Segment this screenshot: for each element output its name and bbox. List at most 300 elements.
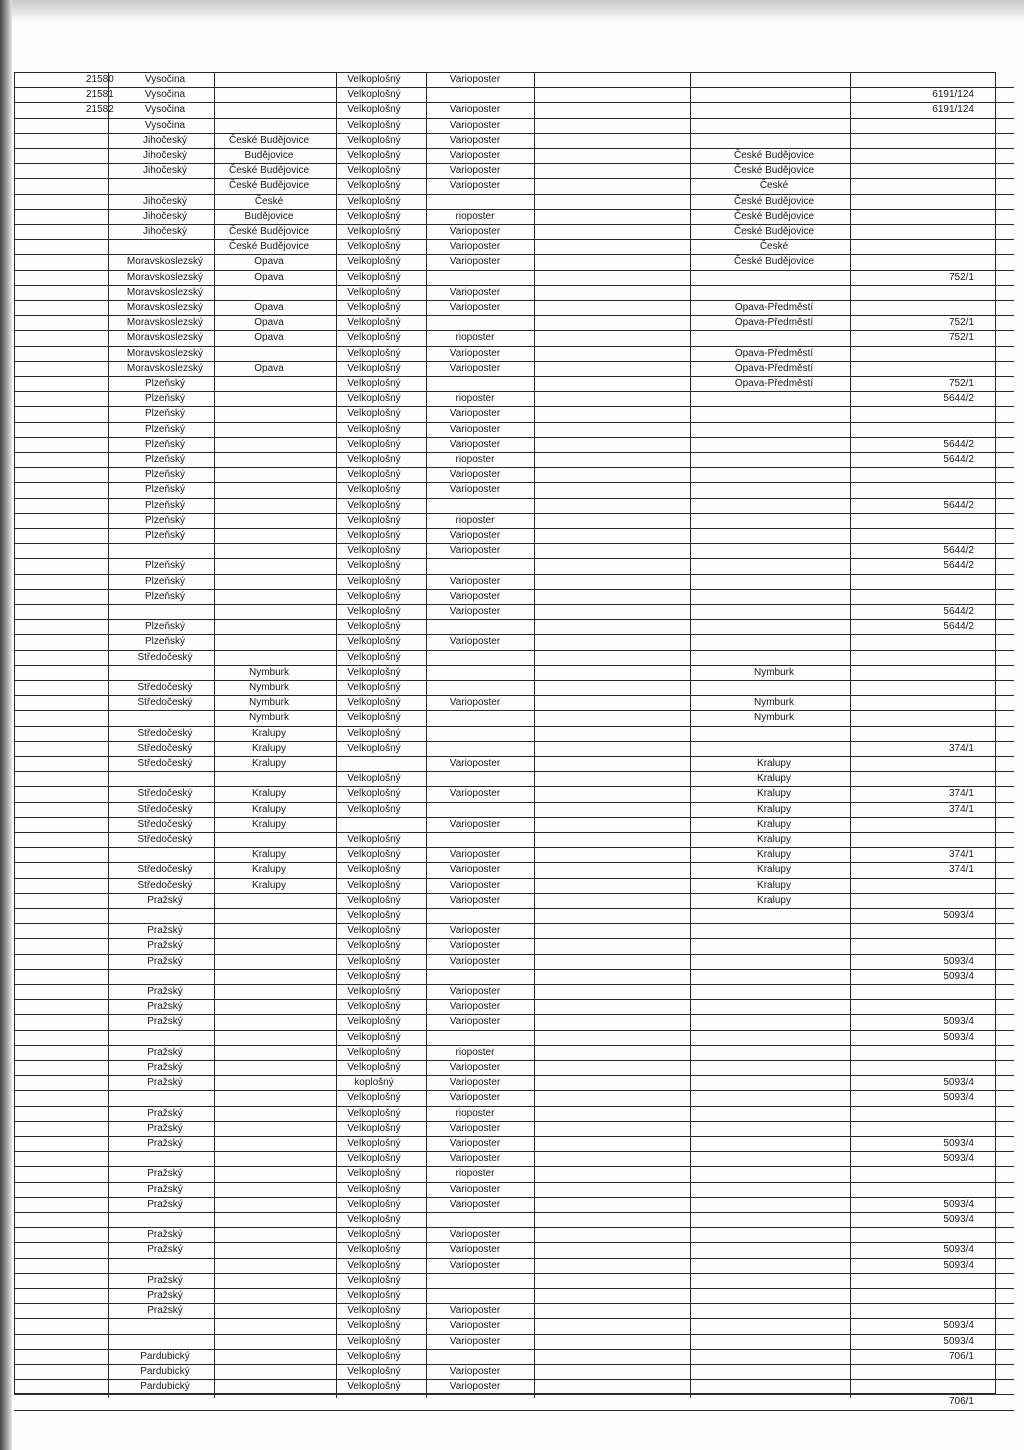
type-cell: Velkoplošný [347, 104, 401, 116]
type-cell: Velkoplošný [347, 271, 401, 283]
region-cell: Pražský [147, 1016, 183, 1028]
type-cell: Velkoplošný [347, 894, 401, 906]
type-cell: Velkoplošný [347, 1016, 401, 1028]
type-cell: Velkoplošný [347, 241, 401, 253]
type-cell: Velkoplošný [347, 256, 401, 268]
row-divider [14, 452, 1014, 453]
region-cell: Plzeňský [144, 575, 185, 587]
region-cell: Vysočina [144, 74, 186, 85]
region-cell: Moravskoslezský [126, 347, 204, 359]
location-cell: České [759, 180, 789, 192]
variant-cell: Varioposter [449, 849, 501, 861]
row-divider [14, 102, 1014, 103]
column-divider [690, 72, 691, 1398]
variant-cell: rioposter [455, 514, 495, 526]
row-divider [14, 1394, 1014, 1395]
type-cell: Velkoplošný [347, 712, 401, 724]
region-cell: Jihočeský [143, 195, 187, 207]
row-divider [14, 1349, 1014, 1350]
type-cell: Velkoplošný [347, 1350, 401, 1362]
region-cell: Pražský [147, 1183, 183, 1195]
variant-cell: Varioposter [449, 1198, 501, 1210]
variant-cell: Varioposter [449, 256, 501, 268]
variant-cell: Varioposter [449, 879, 501, 891]
row-divider [14, 513, 1014, 514]
variant-cell: Varioposter [449, 788, 501, 800]
parcel-cell: 752/1 [948, 317, 974, 329]
type-cell: Velkoplošný [347, 1320, 401, 1332]
type-cell: Velkoplošný [347, 545, 401, 557]
type-cell: Velkoplošný [347, 666, 401, 678]
type-cell: Velkoplošný [347, 119, 401, 131]
parcel-cell: 5644/2 [943, 499, 974, 511]
variant-cell: Varioposter [449, 1062, 501, 1073]
row-divider [14, 315, 1014, 316]
location-cell: České Budějovice [733, 256, 815, 268]
parcel-cell: 5093/4 [943, 1077, 974, 1089]
parcel-cell: 5093/4 [943, 955, 974, 967]
type-cell: Velkoplošný [347, 621, 401, 633]
scan-binding-edge [0, 0, 12, 1450]
city-cell: České [254, 195, 284, 207]
type-cell: Velkoplošný [347, 1274, 401, 1286]
city-cell: Kralupy [252, 803, 286, 815]
location-cell: Opava-Předměstí [734, 302, 814, 313]
region-cell: Pražský [147, 1062, 183, 1073]
region-cell: Středočeský [137, 818, 193, 830]
type-cell: Velkoplošný [347, 682, 401, 693]
row-divider [14, 163, 1014, 164]
variant-cell: Varioposter [449, 1259, 501, 1271]
region-cell: Plzeňský [144, 560, 185, 572]
region-cell: Pražský [147, 1290, 183, 1301]
column-divider [534, 72, 535, 1398]
row-divider [14, 1273, 1014, 1274]
row-divider [14, 1121, 1014, 1122]
row-divider [14, 1242, 1014, 1243]
parcel-cell: 5093/4 [943, 1335, 974, 1347]
type-cell: Velkoplošný [347, 803, 401, 815]
parcel-cell: 374/1 [948, 849, 974, 861]
location-cell: Nymburk [753, 712, 794, 724]
row-divider [14, 923, 1014, 924]
type-cell: Velkoplošný [347, 89, 401, 101]
row-divider [14, 285, 1014, 286]
type-cell: Velkoplošný [347, 1305, 401, 1317]
city-cell: Kralupy [252, 758, 286, 769]
row-divider [14, 1258, 1014, 1259]
parcel-cell: 5093/4 [943, 1244, 974, 1256]
row-divider [14, 802, 1014, 803]
variant-cell: Varioposter [449, 1381, 501, 1393]
region-cell: Plzeňský [144, 438, 185, 450]
location-cell: Kralupy [757, 788, 791, 800]
region-cell: Jihočeský [143, 165, 187, 177]
parcel-cell: 5093/4 [943, 1031, 974, 1043]
row-divider [14, 209, 1014, 210]
variant-cell: Varioposter [449, 1183, 501, 1195]
city-cell: Opava [254, 271, 284, 283]
variant-cell: Varioposter [449, 150, 501, 161]
variant-cell: Varioposter [449, 104, 501, 116]
type-cell: Velkoplošný [347, 347, 401, 359]
parcel-cell: 374/1 [948, 803, 974, 815]
type-cell: Velkoplošný [347, 1198, 401, 1210]
row-divider [14, 908, 1014, 909]
city-cell: Budějovice [244, 210, 294, 222]
variant-cell: Varioposter [449, 1320, 501, 1332]
variant-cell: rioposter [455, 393, 495, 405]
type-cell: Velkoplošný [347, 560, 401, 572]
location-cell: Kralupy [757, 773, 791, 785]
row-divider [14, 1334, 1014, 1335]
variant-cell: Varioposter [449, 530, 501, 541]
parcel-cell: 6191/124 [932, 89, 974, 101]
city-cell: Kralupy [252, 742, 286, 754]
row-divider [14, 391, 1014, 392]
variant-cell: Varioposter [449, 286, 501, 298]
parcel-cell: 5644/2 [943, 560, 974, 572]
row-divider [14, 346, 1014, 347]
type-cell: Velkoplošný [347, 955, 401, 967]
row-divider [14, 1410, 1014, 1411]
row-divider [14, 437, 1014, 438]
region-cell: Moravskoslezský [126, 317, 204, 329]
region-cell: Pražský [147, 940, 183, 952]
region-cell: Pražský [147, 1077, 183, 1089]
type-cell: Velkoplošný [347, 180, 401, 192]
type-cell: Velkoplošný [347, 226, 401, 237]
parcel-cell: 5093/4 [943, 1214, 974, 1225]
region-cell: Pražský [147, 1198, 183, 1210]
region-cell: Středočeský [137, 803, 193, 815]
city-cell: Opava [254, 256, 284, 268]
row-divider [14, 1364, 1014, 1365]
parcel-cell: 374/1 [948, 742, 974, 754]
row-divider [14, 178, 1014, 179]
variant-cell: Varioposter [449, 590, 501, 602]
location-cell: České Budějovice [733, 165, 815, 177]
row-divider [14, 574, 1014, 575]
row-divider [14, 619, 1014, 620]
region-cell: Vysočina [144, 89, 186, 101]
type-cell: Velkoplošný [347, 454, 401, 465]
type-cell: Velkoplošný [347, 1244, 401, 1256]
row-divider [14, 756, 1014, 757]
variant-cell: Varioposter [449, 134, 501, 146]
city-cell: Kralupy [252, 788, 286, 800]
variant-cell: Varioposter [449, 1016, 501, 1028]
type-cell: Velkoplošný [347, 165, 401, 177]
type-cell: Velkoplošný [347, 378, 401, 389]
variant-cell: Varioposter [449, 894, 501, 906]
region-cell: Pražský [147, 1122, 183, 1134]
region-cell: Pardubický [140, 1366, 190, 1377]
region-cell: Plzeňský [144, 393, 185, 405]
variant-cell: rioposter [455, 1107, 495, 1119]
region-cell: Plzeňský [144, 484, 185, 496]
variant-cell: Varioposter [449, 408, 501, 420]
variant-cell: rioposter [455, 332, 495, 344]
row-divider [14, 528, 1014, 529]
row-divider [14, 482, 1014, 483]
variant-cell: rioposter [455, 454, 495, 465]
type-cell: Velkoplošný [347, 195, 401, 207]
region-cell: Pražský [147, 1107, 183, 1119]
region-cell: Moravskoslezský [126, 286, 204, 298]
region-cell: Plzeňský [144, 514, 185, 526]
row-divider [14, 817, 1014, 818]
city-cell: Nymburk [248, 712, 289, 724]
type-cell: Velkoplošný [347, 575, 401, 587]
variant-cell: Varioposter [449, 818, 501, 830]
city-cell: Budějovice [244, 150, 294, 161]
row-divider [14, 1075, 1014, 1076]
row-divider [14, 498, 1014, 499]
region-cell: Moravskoslezský [126, 256, 204, 268]
variant-cell: Varioposter [449, 1305, 501, 1317]
region-cell: Pražský [147, 894, 183, 906]
variant-cell: Varioposter [449, 606, 501, 617]
type-cell: Velkoplošný [347, 1214, 401, 1225]
variant-cell: Varioposter [449, 226, 501, 237]
type-cell: Velkoplošný [347, 879, 401, 891]
region-cell: Pražský [147, 1244, 183, 1256]
region-cell: Jihočeský [143, 150, 187, 161]
location-cell: Opava-Předměstí [734, 378, 814, 389]
region-cell: Jihočeský [143, 134, 187, 146]
region-cell: Pražský [147, 1138, 183, 1149]
region-cell: Plzeňský [144, 469, 185, 481]
row-divider [14, 87, 1014, 88]
row-divider [14, 938, 1014, 939]
parcel-cell: 5093/4 [943, 1198, 974, 1210]
city-cell: Opava [254, 332, 284, 344]
region-cell: Plzeňský [144, 590, 185, 602]
row-divider [14, 893, 1014, 894]
type-cell: Velkoplošný [347, 773, 401, 785]
type-cell: Velkoplošný [347, 1062, 401, 1073]
type-cell: Velkoplošný [347, 1107, 401, 1119]
variant-cell: rioposter [455, 210, 495, 222]
region-cell: Vysočina [144, 104, 186, 116]
city-cell: Opava [254, 362, 284, 374]
type-cell: Velkoplošný [347, 362, 401, 374]
variant-cell: Varioposter [449, 575, 501, 587]
city-cell: Kralupy [252, 818, 286, 830]
variant-cell: Varioposter [449, 1138, 501, 1149]
variant-cell: Varioposter [449, 636, 501, 648]
region-cell: Středočeský [137, 697, 193, 709]
parcel-cell: 706/1 [948, 1396, 974, 1408]
city-cell: České Budějovice [228, 134, 310, 146]
type-cell: Velkoplošný [347, 727, 401, 739]
variant-cell: Varioposter [449, 438, 501, 450]
type-cell: Velkoplošný [347, 1001, 401, 1013]
city-cell: Kralupy [252, 849, 286, 861]
row-divider [14, 1227, 1014, 1228]
region-cell: Vysočina [144, 119, 186, 131]
parcel-cell: 6191/124 [932, 104, 974, 116]
row-divider [14, 254, 1014, 255]
column-divider [426, 72, 427, 1398]
location-cell: Opava-Předměstí [734, 362, 814, 374]
row-divider [14, 878, 1014, 879]
row-divider [14, 300, 1014, 301]
row-divider [14, 954, 1014, 955]
row-divider [14, 1060, 1014, 1061]
row-divider [14, 589, 1014, 590]
type-cell: Velkoplošný [347, 530, 401, 541]
region-cell: Pražský [147, 955, 183, 967]
parcel-cell: 374/1 [948, 864, 974, 876]
row-divider [14, 1182, 1014, 1183]
region-cell: Středočeský [137, 758, 193, 769]
type-cell: Velkoplošný [347, 1183, 401, 1195]
type-cell: Velkoplošný [347, 134, 401, 146]
region-cell: Středočeský [137, 742, 193, 754]
row-divider [14, 270, 1014, 271]
row-divider [14, 604, 1014, 605]
location-cell: Kralupy [757, 834, 791, 845]
variant-cell: Varioposter [449, 423, 501, 435]
variant-cell: Varioposter [449, 925, 501, 937]
location-cell: České Budějovice [733, 195, 815, 207]
type-cell: Velkoplošný [347, 1046, 401, 1058]
region-cell: Plzeňský [144, 378, 185, 389]
region-cell: Pražský [147, 1229, 183, 1241]
row-divider [14, 467, 1014, 468]
variant-cell: rioposter [455, 1168, 495, 1180]
type-cell: Velkoplošný [347, 408, 401, 420]
row-divider [14, 1212, 1014, 1213]
row-divider [14, 969, 1014, 970]
row-divider [14, 984, 1014, 985]
region-cell: Pražský [147, 925, 183, 937]
location-cell: Opava-Předměstí [734, 317, 814, 329]
location-cell: Nymburk [753, 697, 794, 709]
region-cell: Plzeňský [144, 499, 185, 511]
type-cell: Velkoplošný [347, 210, 401, 222]
type-cell: Velkoplošný [347, 636, 401, 648]
city-cell: Opava [254, 317, 284, 329]
type-cell: Velkoplošný [347, 606, 401, 617]
variant-cell: Varioposter [449, 1335, 501, 1347]
row-divider [14, 1303, 1014, 1304]
type-cell: Velkoplošný [347, 1031, 401, 1043]
type-cell: Velkoplošný [347, 925, 401, 937]
variant-cell: Varioposter [449, 1092, 501, 1104]
row-divider [14, 1014, 1014, 1015]
type-cell: Velkoplošný [347, 150, 401, 161]
type-cell: Velkoplošný [347, 302, 401, 313]
region-cell: Středočeský [137, 788, 193, 800]
type-cell: Velkoplošný [347, 1335, 401, 1347]
region-cell: Středočeský [137, 682, 193, 693]
location-cell: Kralupy [757, 849, 791, 861]
region-cell: Plzeňský [144, 454, 185, 465]
city-cell: Kralupy [252, 864, 286, 876]
type-cell: Velkoplošný [347, 651, 401, 663]
row-divider [14, 1197, 1014, 1198]
row-divider [14, 1090, 1014, 1091]
type-cell: Velkoplošný [347, 74, 401, 85]
variant-cell: Varioposter [449, 469, 501, 481]
row-divider [14, 194, 1014, 195]
type-cell: Velkoplošný [347, 1366, 401, 1377]
variant-cell: Varioposter [449, 74, 501, 85]
type-cell: Velkoplošný [347, 1122, 401, 1134]
row-divider [14, 847, 1014, 848]
row-divider [14, 543, 1014, 544]
row-divider [14, 224, 1014, 225]
row-id: 21582 [86, 104, 114, 116]
variant-cell: Varioposter [449, 362, 501, 374]
type-cell: Velkoplošný [347, 1259, 401, 1271]
type-cell: Velkoplošný [347, 393, 401, 405]
row-divider [14, 999, 1014, 1000]
variant-cell: Varioposter [449, 1229, 501, 1241]
type-cell: Velkoplošný [347, 423, 401, 435]
parcel-cell: 5644/2 [943, 606, 974, 617]
type-cell: Velkoplošný [347, 940, 401, 952]
variant-cell: Varioposter [449, 347, 501, 359]
row-divider [14, 832, 1014, 833]
parcel-cell: 5644/2 [943, 393, 974, 405]
city-cell: Nymburk [248, 682, 289, 693]
row-divider [14, 786, 1014, 787]
row-divider [14, 862, 1014, 863]
parcel-cell: 5093/4 [943, 910, 974, 921]
type-cell: Velkoplošný [347, 1229, 401, 1241]
row-divider [14, 558, 1014, 559]
variant-cell: Varioposter [449, 484, 501, 496]
type-cell: Velkoplošný [347, 514, 401, 526]
parcel-cell: 5093/4 [943, 1153, 974, 1165]
location-cell: České Budějovice [733, 150, 815, 161]
parcel-cell: 752/1 [948, 271, 974, 283]
region-cell: Pardubický [140, 1350, 190, 1362]
row-divider [14, 710, 1014, 711]
variant-cell: Varioposter [449, 1001, 501, 1013]
region-cell: Pražský [147, 1274, 183, 1286]
column-divider [108, 72, 109, 1398]
variant-cell: Varioposter [449, 940, 501, 952]
region-cell: Středočeský [137, 864, 193, 876]
location-cell: České Budějovice [733, 210, 815, 222]
city-cell: České Budějovice [228, 226, 310, 237]
region-cell: Moravskoslezský [126, 362, 204, 374]
parcel-cell: 5093/4 [943, 1016, 974, 1028]
variant-cell: Varioposter [449, 119, 501, 131]
row-divider [14, 1151, 1014, 1152]
variant-cell: Varioposter [449, 302, 501, 313]
region-cell: Pražský [147, 1168, 183, 1180]
row-divider [14, 376, 1014, 377]
row-divider [14, 361, 1014, 362]
row-divider [14, 422, 1014, 423]
row-divider [14, 239, 1014, 240]
variant-cell: Varioposter [449, 1153, 501, 1165]
type-cell: Velkoplošný [347, 1138, 401, 1149]
row-divider [14, 1136, 1014, 1137]
row-divider [14, 1045, 1014, 1046]
row-divider [14, 680, 1014, 681]
region-cell: Plzeňský [144, 408, 185, 420]
column-divider [850, 72, 851, 1398]
variant-cell: Varioposter [449, 1122, 501, 1134]
scan-top-shadow [0, 0, 1024, 22]
